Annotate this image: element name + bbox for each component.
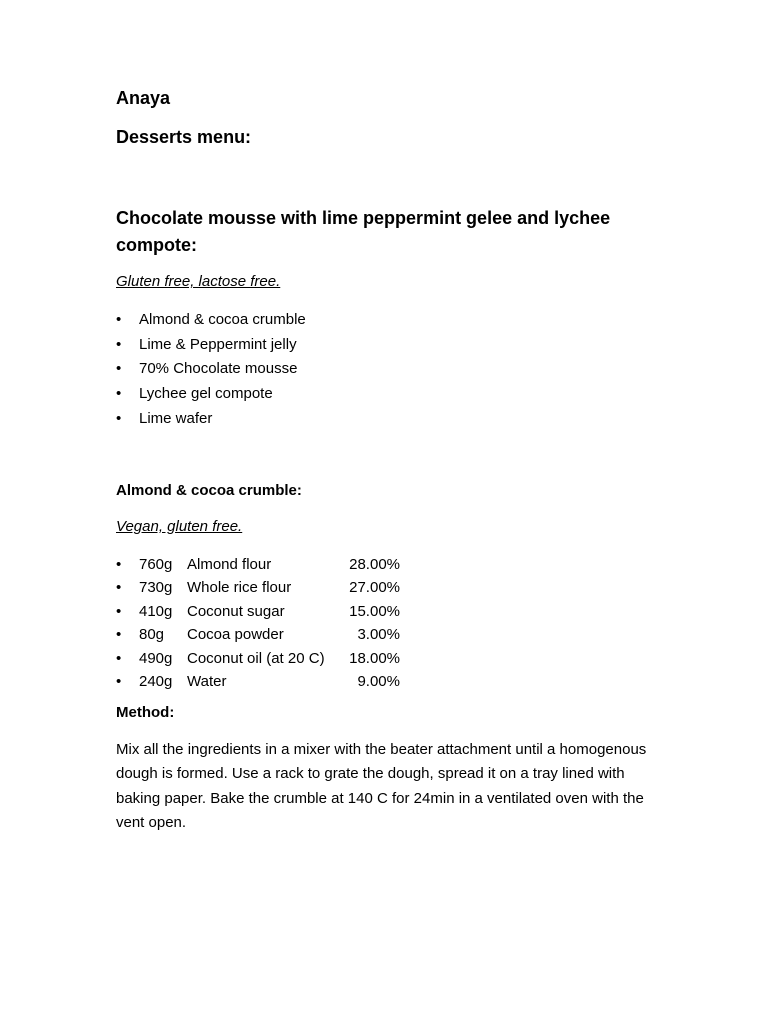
crumble-ingredients-list [116,553,400,693]
ingredient-row [116,576,400,599]
ingredient-row [116,553,400,576]
ingredient-percent: 28.00% [349,556,400,573]
method-title: Method: [116,704,175,721]
ingredient-name: Coconut oil (at 20 C) [187,649,325,667]
ingredient-percent: 27.00% [349,579,400,597]
crumble-title: Almond & cocoa crumble: [116,482,302,499]
crumble-tags: Vegan, gluten free. [116,518,243,535]
ingredient-name: Whole rice flour [187,579,292,597]
ingredient-percent: 9.00% [357,672,400,690]
ingredient-name: Almond flour [187,556,272,573]
dessert-tags: Gluten free, lactose free. [116,273,281,290]
author-name: Anaya [116,88,171,108]
ingredient-quantity: 240g [139,672,173,690]
ingredient-name: Cocoa powder [187,626,284,644]
dessert-title: Chocolate mousse with lime peppermint gelee and lychee compote: [116,208,611,255]
list-item: • Lime wafer [116,407,306,432]
dessert-components-list [116,308,306,431]
ingredient-row [116,670,400,693]
ingredient-row [116,647,400,670]
ingredient-quantity: 760g [139,556,173,573]
list-item: • Lychee gel compote [116,382,306,407]
ingredient-row [116,623,400,646]
ingredient-percent: 3.00% [357,626,400,644]
list-item: • Almond & cocoa crumble [116,308,306,333]
ingredient-percent: 15.00% [349,602,400,620]
list-item: • 70% Chocolate mousse [116,357,306,382]
ingredient-quantity: 80g [139,626,165,644]
ingredient-row [116,600,400,623]
ingredient-quantity: 490g [139,649,173,667]
method-text: Mix all the ingredients in a mixer with the beater attachment until a homogenous dough is formed. Use a rack to grate the dough, spread it on a tray lined with baking paper. Bake the crumble at 140 C for 24min in a ventilated oven with the vent open. [116,741,647,831]
ingredient-quantity: 730g [139,579,173,597]
ingredient-percent: 18.00% [349,649,400,667]
list-item: • Lime & Peppermint jelly [116,333,306,358]
ingredient-name: Coconut sugar [187,602,285,620]
ingredient-name: Water [187,672,227,690]
ingredient-quantity: 410g [139,602,173,620]
menu-title: Desserts menu: [116,127,252,147]
